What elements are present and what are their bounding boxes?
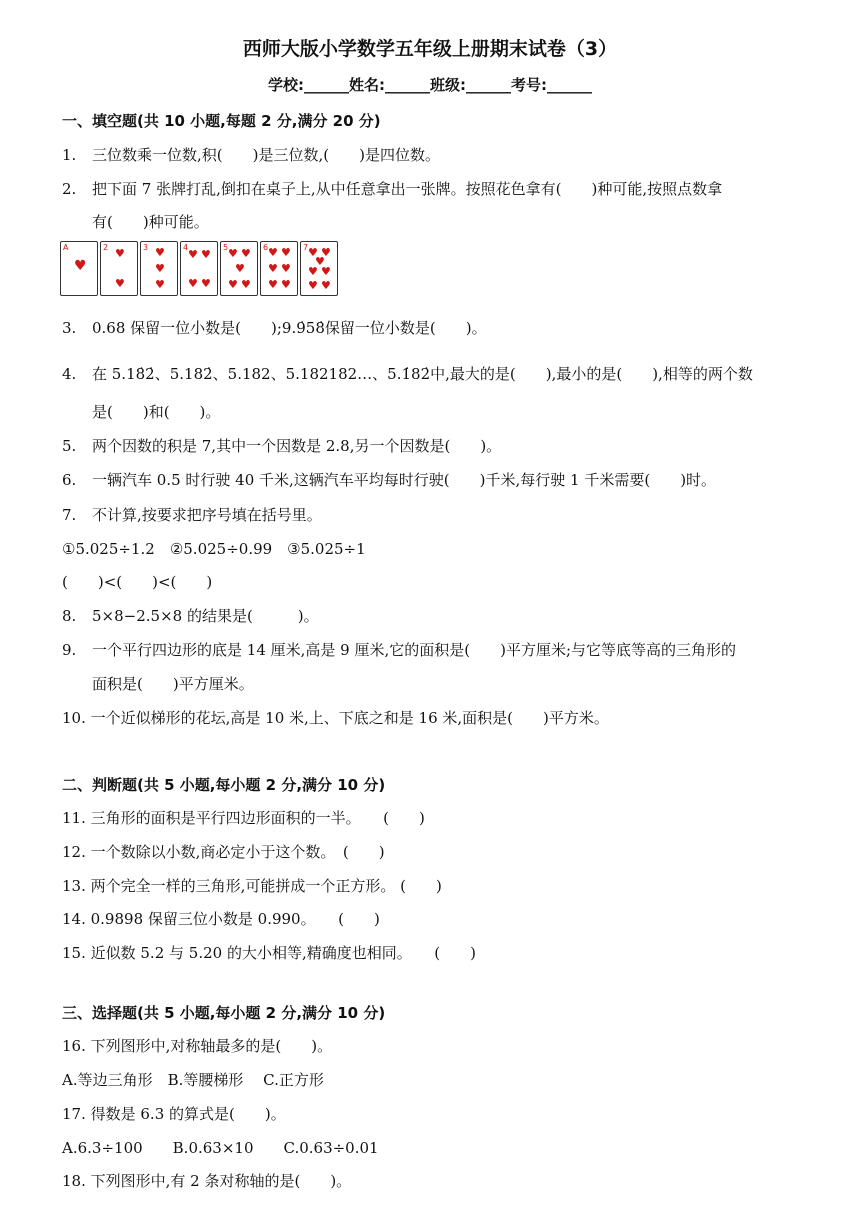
question-text: 一辆汽车 0.5 时行驶 40 千米,这辆汽车平均每时行驶( )千米,每行驶 1 千米需要( )时。 [92,471,717,489]
card-heart-7 [300,241,338,296]
card-heart-a [60,241,98,296]
question-7-items: ①5.025÷1.2 ②5.025÷0.99 ③5.025÷1 [62,540,366,558]
question-number: 1. [62,146,77,164]
heart-icon: ♥ [315,255,325,268]
question-number: 8. [62,607,77,625]
question-number: 3. [62,319,77,337]
question-2-continued: 有( )种可能。 [92,213,209,231]
card-heart-6 [260,241,298,296]
question-7-blanks: ( )<( )<( ) [62,573,213,591]
question-text: 在 5.18̇2̇、5.182̇、5.182、5.182182…、5.1̇82̇中,最大的是( ),最小的是( ),相等的两个数 [92,365,753,383]
question-6 [62,469,716,490]
question-16: 16. 下列图形中,对称轴最多的是( )。 [62,1037,333,1055]
question-text: 一个平行四边形的底是 14 厘米,高是 9 厘米,它的面积是( )平方厘米;与它等底等高的三角形的 [92,641,737,659]
heart-icon: ♥ [241,278,251,291]
question-2 [62,178,722,199]
question-1 [62,144,440,165]
question-3 [62,317,487,338]
question-number: 5. [62,437,77,455]
question-18: 18. 下列图形中,有 2 条对称轴的是( )。 [62,1172,352,1190]
question-16-options: A.等边三角形 B.等腰梯形 C.正方形 [62,1071,324,1089]
heart-icon: ♥ [155,246,165,259]
question-text: 0.68 保留一位小数是( );9.9̇58̇保留一位小数是( )。 [92,319,487,337]
section-heading-fill-blank: 一、填空题(共 10 小题,每题 2 分,满分 20 分) [62,112,381,130]
heart-icon: ♥ [188,277,198,290]
heart-icon: ♥ [281,246,291,259]
heart-icon: ♥ [268,278,278,291]
question-13: 13. 两个完全一样的三角形,可能拼成一个正方形。 ( ) [62,877,442,895]
question-11: 11. 三角形的面积是平行四边形面积的一半。 ( ) [62,809,425,827]
question-4 [62,363,753,384]
question-7 [62,504,322,525]
heart-icon: ♥ [308,279,318,292]
heart-icon: ♥ [115,277,125,290]
question-number: 6. [62,471,77,489]
heart-icon: ♥ [268,246,278,259]
heart-icon: ♥ [201,248,211,261]
page-title: 西师大版小学数学五年级上册期末试卷（3） [242,38,618,60]
question-10: 10. 一个近似梯形的花坛,高是 10 米,上、下底之和是 16 米,面积是( )平方米。 [62,709,609,727]
heart-icon: ♥ [228,247,238,260]
card-rank: 3 [143,243,149,252]
question-14: 14. 0.9898 保留三位小数是 0.990。 ( ) [62,910,380,928]
card-rank: A [63,243,69,252]
question-9 [62,639,736,660]
heart-icon: ♥ [228,278,238,291]
question-number: 7. [62,506,77,524]
question-text: 把下面 7 张牌打乱,倒扣在桌子上,从中任意拿出一张牌。按照花色拿有( )种可能,按照点数拿 [92,180,723,198]
question-17-options: A.6.3÷100 B.0.63×10 C.0.63÷0.01 [62,1139,379,1157]
section-heading-multiple-choice: 三、选择题(共 5 小题,每小题 2 分,满分 10 分) [62,1004,386,1022]
card-rank: 4 [183,243,189,252]
student-info-line: 学校:______姓名:______班级:______考号:______ [268,76,592,94]
question-number: 4. [62,365,77,383]
question-9-continued: 面积是( )平方厘米。 [92,675,254,693]
card-rank: 6 [263,243,269,252]
section-heading-true-false: 二、判断题(共 5 小题,每小题 2 分,满分 10 分) [62,776,386,794]
question-text: 不计算,按要求把序号填在括号里。 [92,506,322,524]
card-rank: 7 [303,243,309,252]
heart-icon: ♥ [268,262,278,275]
question-4-continued: 是( )和( )。 [92,403,221,421]
question-12: 12. 一个数除以小数,商必定小于这个数。 ( ) [62,843,385,861]
card-heart-3 [140,241,178,296]
heart-icon: ♥ [308,265,318,278]
heart-icon: ♥ [281,262,291,275]
heart-icon: ♥ [321,279,331,292]
heart-icon: ♥ [74,258,87,274]
card-rank: 5 [223,243,229,252]
question-number: 2. [62,180,77,198]
heart-icon: ♥ [321,265,331,278]
heart-icon: ♥ [155,278,165,291]
question-5 [62,435,501,456]
question-8 [62,605,319,626]
question-text: 三位数乘一位数,积( )是三位数,( )是四位数。 [92,146,440,164]
card-rank: 2 [103,243,109,252]
card-heart-2 [100,241,138,296]
heart-icon: ♥ [155,262,165,275]
heart-icon: ♥ [115,247,125,260]
card-heart-5 [220,241,258,296]
question-text: 两个因数的积是 7,其中一个因数是 2.8,另一个因数是( )。 [92,437,502,455]
heart-icon: ♥ [308,246,318,259]
question-text: 5×8−2.5×8 的结果是( )。 [92,607,319,625]
heart-icon: ♥ [201,277,211,290]
heart-icon: ♥ [235,262,245,275]
heart-icon: ♥ [321,246,331,259]
heart-icon: ♥ [188,248,198,261]
heart-icon: ♥ [281,278,291,291]
heart-icon: ♥ [241,247,251,260]
question-15: 15. 近似数 5.2 与 5.20 的大小相等,精确度也相同。 ( ) [62,944,476,962]
card-heart-4 [180,241,218,296]
question-17: 17. 得数是 6.3 的算式是( )。 [62,1105,286,1123]
question-number: 9. [62,641,77,659]
